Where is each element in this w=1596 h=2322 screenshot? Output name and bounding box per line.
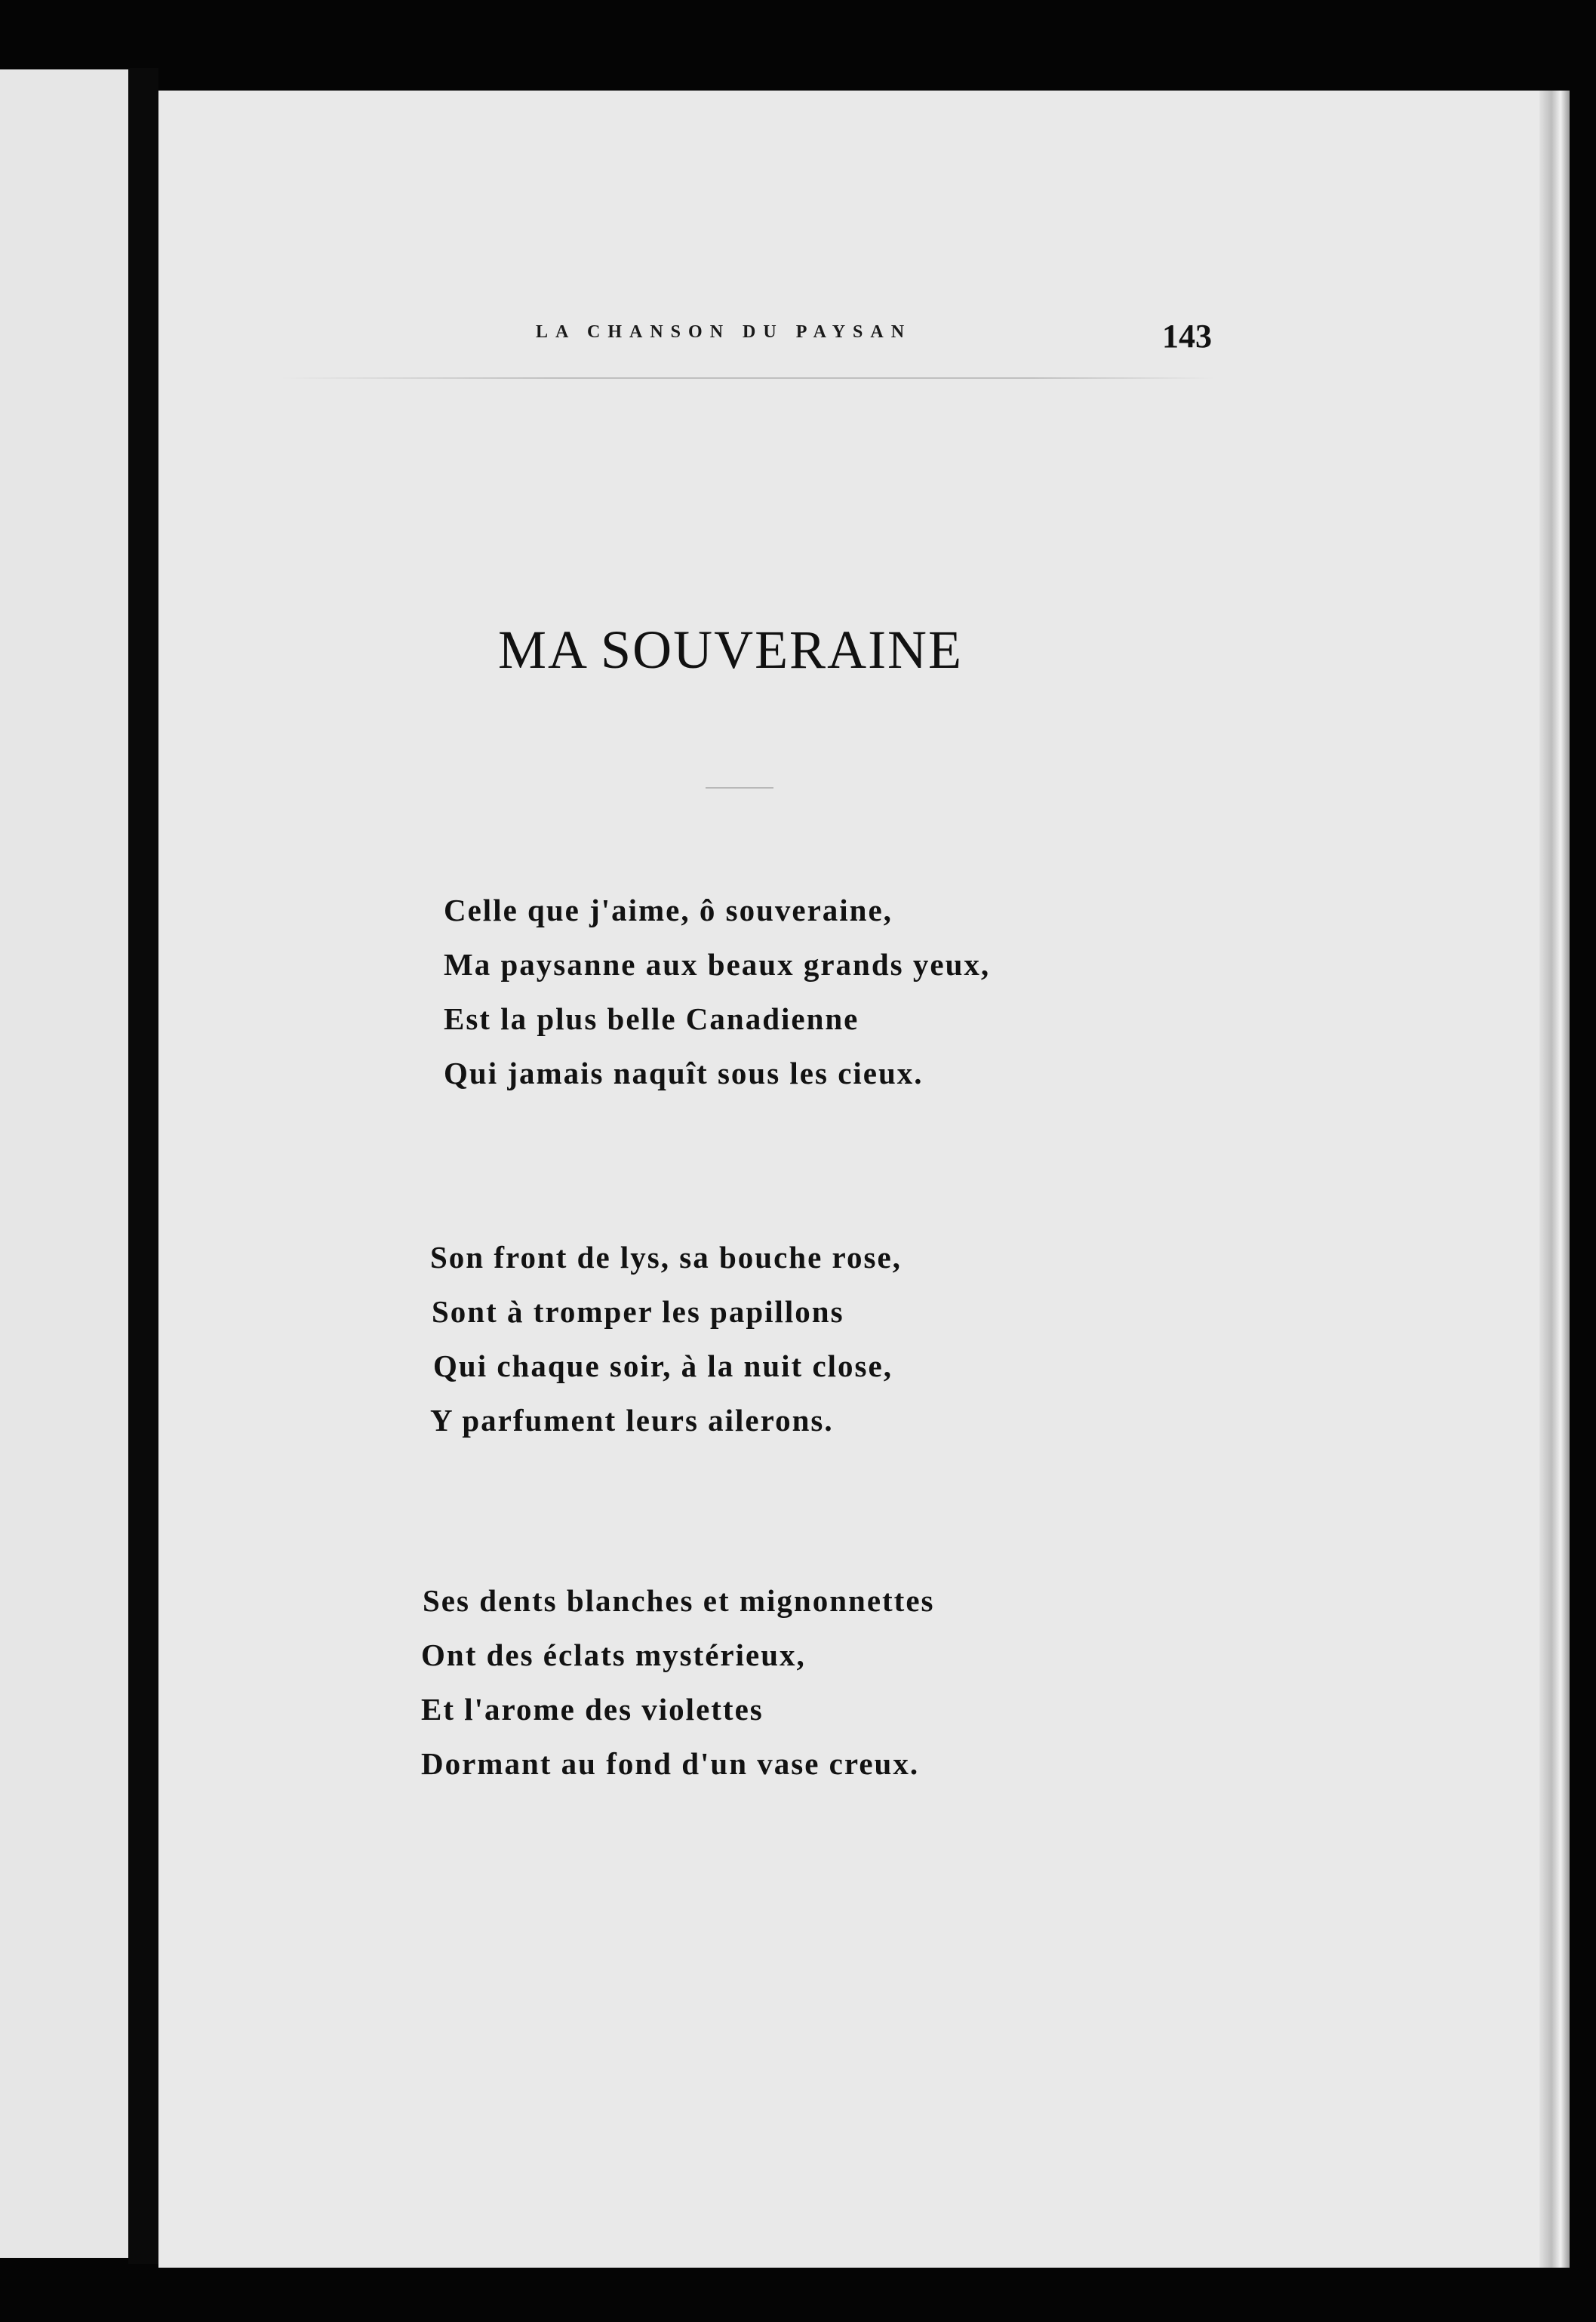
stanza-3 (421, 1573, 934, 1791)
verse-line: Celle que j'aime, ô souveraine, (444, 893, 893, 927)
verse-line: Ses dents blanches et mignonnettes (423, 1583, 935, 1618)
facing-page-edge (0, 69, 128, 2258)
verse-line: Ma paysanne aux beaux grands yeux, (444, 947, 991, 982)
running-head: LA CHANSON DU PAYSAN (536, 322, 912, 342)
stanza-2 (430, 1230, 902, 1447)
verse-line: Et l'arome des violettes (421, 1692, 764, 1727)
stanza-1 (444, 883, 990, 1100)
book-page (158, 91, 1562, 2268)
book-gutter (128, 68, 158, 2264)
verse-line: Son front de lys, sa bouche rose, (430, 1240, 902, 1275)
verse-line: Y parfument leurs ailerons. (430, 1403, 834, 1438)
page-number: 143 (1162, 318, 1212, 355)
verse-line: Qui jamais naquît sous les cieux. (444, 1056, 924, 1090)
poem-title: MA SOUVERAINE (498, 620, 964, 680)
verse-line: Dormant au fond d'un vase creux. (421, 1746, 920, 1781)
verse-line: Ont des éclats mystérieux, (421, 1638, 806, 1672)
verse-line: Sont à tromper les papillons (432, 1294, 844, 1329)
verse-line: Est la plus belle Canadienne (444, 1001, 860, 1036)
page-edge-shadow (1539, 91, 1570, 2268)
header-rule (279, 377, 1215, 379)
verse-line: Qui chaque soir, à la nuit close, (433, 1349, 893, 1383)
title-ornament-rule (706, 787, 773, 789)
